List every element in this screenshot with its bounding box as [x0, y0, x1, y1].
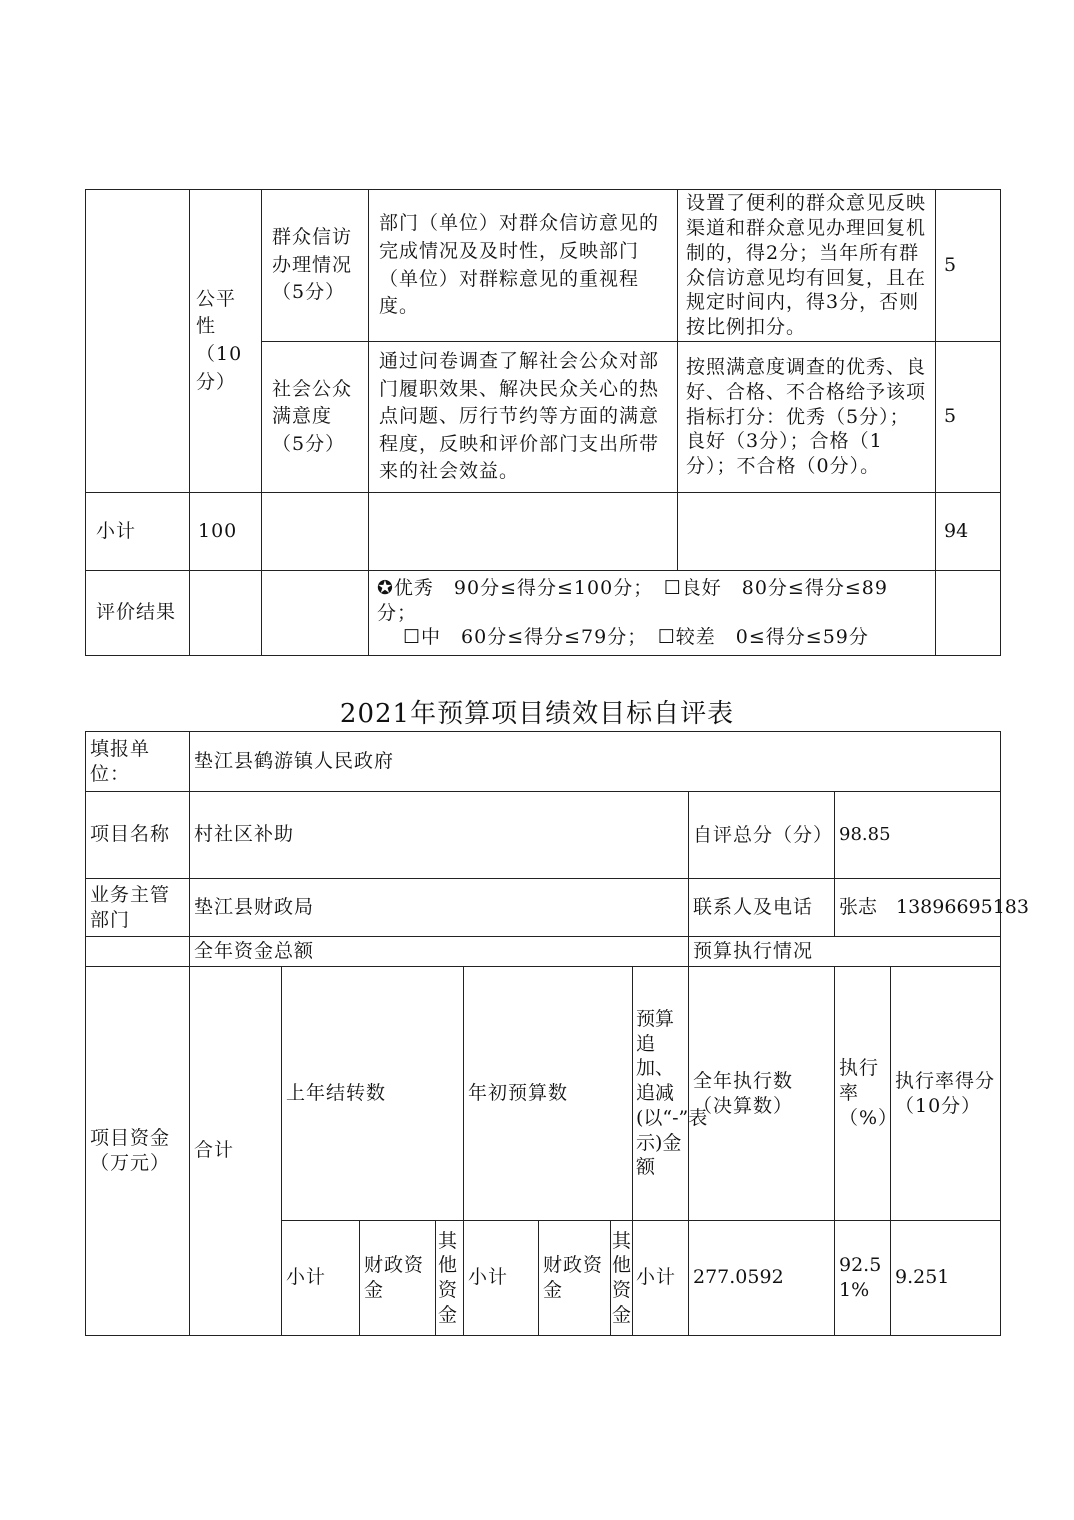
self-score-label: 自评总分（分） [689, 792, 835, 879]
subtotal-label: 小计 [633, 1221, 689, 1336]
other-label: 其他资金 [436, 1221, 464, 1336]
subtotal-weight: 100 [190, 493, 262, 571]
fiscal-label: 财政资金 [360, 1221, 436, 1336]
result-label: 评价结果 [86, 571, 190, 656]
criteria-cell: 设置了便利的群众意见反映渠道和群众意见办理回复机制的，得2分；当年所有群众信访意见均有回复，且在规定时间内，得3分，否则按比例扣分。 [678, 190, 936, 342]
criteria-cell: 按照满意度调查的优秀、良好、合格、不合格给予该项指标打分：优秀（5分）；良好（3分）；合格（1分）；不合格（0分）。 [678, 342, 936, 493]
result-options [369, 571, 936, 656]
exec-rate-label: 执行率（%） [835, 967, 891, 1221]
self-score-value: 98.85 [835, 792, 1001, 879]
score-cell: 5 [936, 190, 1001, 342]
unit-label: 填报单位： [86, 732, 190, 792]
table-row [86, 732, 1001, 792]
empty-cell [262, 493, 369, 571]
funds-label: 项目资金（万元） [86, 967, 190, 1336]
empty-cell [86, 937, 190, 967]
performance-indicator-table [85, 189, 1001, 656]
fiscal-label: 财政资金 [539, 1221, 611, 1336]
result-row [86, 571, 1001, 656]
description-cell: 通过问卷调查了解社会公众对部门履职效果、解决民众关心的热点问题、厉行节约等方面的满意程度，反映和评价部门支出所带来的社会效益。 [369, 342, 678, 493]
subtotal-score: 94 [936, 493, 1001, 571]
category-cell: 公平性（10分） [190, 190, 262, 493]
carryover-label: 上年结转数 [282, 967, 464, 1221]
project-name-label: 项目名称 [86, 792, 190, 879]
empty-cell [678, 493, 936, 571]
contact-label: 联系人及电话 [689, 879, 835, 937]
other-label: 其他资金 [611, 1221, 633, 1336]
subtotal-label: 小计 [86, 493, 190, 571]
empty-cell [86, 190, 190, 493]
table-row [86, 879, 1001, 937]
exec-value: 277.0592 [689, 1221, 835, 1336]
empty-cell [936, 571, 1001, 656]
page-title: 2021年预算项目绩效目标自评表 [339, 699, 735, 729]
adjust-label: 预算追加、追减(以“-”表示)金额 [633, 967, 689, 1221]
exec-score-label: 执行率得分（10分） [891, 967, 1001, 1221]
indicator-cell: 社会公众满意度（5分） [262, 342, 369, 493]
table-row [86, 792, 1001, 879]
description-cell: 部门（单位）对群众信访意见的完成情况及及时性，反映部门（单位）对群粽意见的重视程度。 [369, 190, 678, 342]
project-name-value: 村社区补助 [190, 792, 689, 879]
project-self-evaluation-table [85, 731, 1029, 1336]
result-line-2: ☐中 60分≤得分≤79分； ☐较差 0≤得分≤59分 [403, 626, 869, 649]
table-row [86, 967, 1001, 1221]
execution-label: 预算执行情况 [689, 937, 1001, 967]
empty-cell [369, 493, 678, 571]
annual-exec-label: 全年执行数（决算数） [689, 967, 835, 1221]
annual-total-label: 全年资金总额 [190, 937, 689, 967]
rate-score-value: 9.251 [891, 1221, 1001, 1336]
empty-cell [190, 571, 262, 656]
subtotal-label: 小计 [464, 1221, 539, 1336]
empty-cell [262, 571, 369, 656]
contact-value: 张志 13896695183 [835, 879, 1001, 937]
total-label: 合计 [190, 967, 282, 1336]
subtotal-row [86, 493, 1001, 571]
unit-value: 垫江县鹤游镇人民政府 [190, 732, 1001, 792]
subtotal-label: 小计 [282, 1221, 360, 1336]
table-row [86, 937, 1001, 967]
table-row [86, 190, 1001, 342]
dept-value: 垫江县财政局 [190, 879, 689, 937]
result-line-1: ✪优秀 90分≤得分≤100分； ☐良好 80分≤得分≤89分； [377, 576, 888, 624]
score-cell: 5 [936, 342, 1001, 493]
rate-value: 92.51% [835, 1221, 891, 1336]
dept-label: 业务主管部门 [86, 879, 190, 937]
indicator-cell: 群众信访办理情况（5分） [262, 190, 369, 342]
initial-budget-label: 年初预算数 [464, 967, 633, 1221]
